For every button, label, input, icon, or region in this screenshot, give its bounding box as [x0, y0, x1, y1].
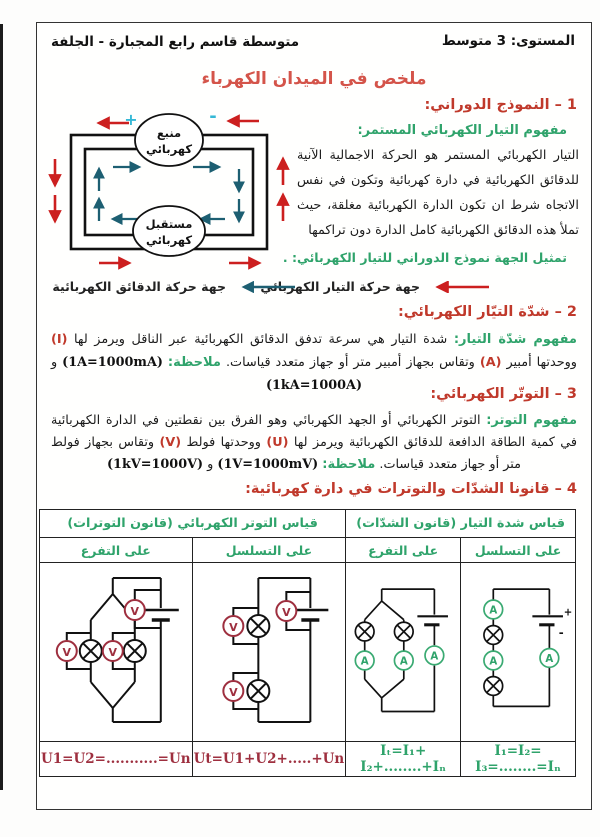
- section-3-heading: 3 – التوتّر الكهربائي:: [430, 386, 577, 402]
- plus-terminal-sign: +: [124, 110, 138, 129]
- voltmeter-icon: [103, 641, 123, 661]
- voltmeter-icon: [223, 681, 243, 701]
- current-symbol: (I): [51, 332, 68, 347]
- ammeter-icon: [540, 649, 559, 668]
- laws-table: [39, 509, 576, 777]
- section-4-heading: 4 – قانونا الشدّات والتوترات في دارة كهربائية:: [245, 481, 577, 497]
- lamp-icon: [247, 615, 269, 637]
- minus-terminal-sign: -: [209, 107, 217, 127]
- ammeter-icon: [395, 651, 414, 670]
- section-2-heading: 2 – شدّة التيّار الكهربائي:: [397, 304, 577, 320]
- section-2-note-label: ملاحظة:: [167, 355, 221, 370]
- voltmeter-icon: [125, 600, 145, 620]
- svg-text:A: A: [361, 656, 369, 668]
- wires: [365, 589, 435, 711]
- section-1-heading: 1 – النموذج الدوراني:: [424, 97, 577, 113]
- ammeter-icon: [425, 646, 444, 665]
- svg-text:A: A: [430, 651, 439, 663]
- cell-current-series: [461, 563, 576, 742]
- svg-text:V: V: [108, 646, 118, 659]
- section-1-representation-label: تمثيل الجهة نموذج الدوراني للتيار الكهربائي: .: [282, 250, 567, 265]
- section-2-note-eq2: (1kA=1000A): [265, 378, 363, 393]
- lamp-icon: [80, 640, 102, 662]
- svg-text:A: A: [489, 605, 498, 617]
- section-3-text-2: ووحدتها فولط: [186, 435, 261, 450]
- table-diagram-row: [40, 563, 576, 742]
- formula-voltage-parallel: U1=U2=...........=Un: [40, 742, 193, 777]
- sub-header-current-parallel: على التفرع: [346, 538, 461, 563]
- ammeter-icon: [356, 651, 375, 670]
- cell-current-parallel: [346, 563, 461, 742]
- receiver-label-bottom: كهربائي: [145, 233, 193, 247]
- svg-text:A: A: [545, 654, 554, 666]
- source-label-top: منبع: [156, 126, 182, 140]
- section-3-body: [51, 410, 577, 476]
- table-formula-row: [40, 742, 576, 777]
- svg-text:A: A: [400, 656, 408, 668]
- lamp-icon: [484, 677, 503, 696]
- svg-text:V: V: [130, 605, 140, 618]
- formula-current-series: I₁=I₂= I₃=........=Iₙ: [461, 742, 576, 777]
- table-group-header-row: [40, 510, 576, 538]
- lamp-icon: [247, 680, 269, 702]
- group-header-current: قياس شدة التيار (قانون الشدّات): [346, 510, 576, 538]
- svg-text:V: V: [228, 621, 238, 634]
- section-3-note-eq1: (1V=1000mV): [217, 457, 319, 472]
- sub-header-current-series: على التسلسل: [461, 538, 576, 563]
- section-3-text-3: وتقاس بجهاز فولط متر أو جهاز متعدد قياسات.: [51, 435, 521, 472]
- cell-voltage-series: [192, 563, 346, 742]
- svg-text:V: V: [281, 606, 291, 619]
- section-2-term: مفهوم شدّة التيار:: [453, 332, 577, 347]
- voltmeter-icon: [57, 641, 77, 661]
- section-2-text-3: وتقاس بجهاز أمبير متر أو جهاز متعدد قياسات.: [225, 355, 475, 370]
- lamp-icon: [124, 640, 146, 662]
- section-3-text-1: التوتر الكهربائي أو الجهد الكهربائي وهو الفرق بين نقطتين في الدارة الكهربائية في كمية الطاقة الدافعة للدقائق الكهربائية ويرمز لها: [51, 413, 577, 450]
- page-frame: [36, 22, 592, 810]
- svg-text:A: A: [489, 656, 498, 668]
- voltage-symbol: (U): [266, 435, 289, 450]
- ampere-symbol: (A): [479, 355, 502, 370]
- circuit-diagram-current-parallel: [346, 564, 460, 740]
- sub-header-voltage-series: على التسلسل: [192, 538, 346, 563]
- battery-icon: [533, 616, 564, 624]
- svg-text:V: V: [228, 686, 238, 699]
- ammeter-icon: [484, 600, 503, 619]
- receiver-label-top: مستقبل: [145, 217, 193, 231]
- section-1-body: التيار الكهربائي المستمر هو الحركة الاجمالية الآنية للدقائق الكهربائية في دارة كهربائية وتكون في نفس الاتجاه شرط ان تكون الدارة الكهربائية مغلقة، حيث تملأ هذه الدقائق الكهربائية كامل الدارة دون تراكمها: [297, 148, 579, 238]
- legend-particle-direction: [52, 279, 297, 294]
- voltmeter-icon: [223, 616, 243, 636]
- section-3-term: مفهوم التوتر:: [486, 413, 577, 428]
- ammeter-icon: [484, 651, 503, 670]
- red-left-arrow-icon: [429, 281, 491, 293]
- circuit-diagram-voltage-parallel: [40, 564, 192, 740]
- circular-model-diagram: [41, 107, 297, 277]
- section-2-note-conjunction: و: [51, 355, 58, 370]
- teal-left-arrow-icon: [235, 281, 297, 293]
- source-node: [135, 114, 203, 166]
- battery-icon: [145, 610, 179, 620]
- wires: [233, 578, 310, 722]
- school-label: متوسطة قاسم رابع المجبارة - الجلفة: [51, 34, 300, 50]
- sub-header-voltage-parallel: على التفرع: [40, 538, 193, 563]
- circuit-diagram-current-series: [461, 564, 575, 740]
- level-label: المستوى: 3 متوسط: [441, 33, 575, 49]
- legend-current-label: جهة حركة التيار الكهربائي: [260, 279, 420, 294]
- battery-minus-sign: -: [558, 625, 564, 640]
- lamp-icon: [484, 626, 503, 645]
- scan-edge-line: [0, 24, 3, 790]
- section-2-text-2: ووحدتها أمبير: [506, 355, 577, 370]
- section-2-note-eq1: (1A=1000mA): [62, 355, 163, 370]
- receiver-node: [133, 206, 205, 256]
- volt-symbol: (V): [159, 435, 182, 450]
- lamp-icon: [395, 622, 414, 641]
- battery-plus-sign: +: [563, 607, 573, 619]
- formula-current-parallel: Iₜ=I₁+ I₂+........+Iₙ: [346, 742, 461, 777]
- section-3-note-eq2: (1kV=1000V): [107, 457, 204, 472]
- section-3-note-label: ملاحظة:: [322, 457, 376, 472]
- section-1-term: مفهوم التيار الكهربائي المستمر:: [357, 123, 567, 138]
- table-sub-header-row: [40, 538, 576, 563]
- lamp-icon: [356, 622, 375, 641]
- page-title: ملخص في الميدان الكهرباء: [201, 69, 427, 89]
- svg-text:V: V: [62, 646, 72, 659]
- voltmeter-icon: [276, 601, 296, 621]
- battery-icon: [418, 616, 449, 624]
- circuit-diagram-voltage-series: [193, 564, 346, 740]
- section-3-note-conjunction: و: [207, 457, 214, 472]
- source-label-bottom: كهربائي: [145, 142, 193, 156]
- cell-voltage-parallel: [40, 563, 193, 742]
- section-2-text-1: شدة التيار هي سرعة تدفق الدقائق الكهربائية عبر الناقل ويرمز لها: [74, 332, 448, 347]
- legend-particles-label: جهة حركة الدقائق الكهربائية: [52, 279, 226, 294]
- battery-icon: [294, 610, 328, 620]
- group-header-voltage: قياس التوتر الكهربائي (قانون التوترات): [40, 510, 346, 538]
- formula-voltage-series: Ut=U1+U2+.....+Un: [192, 742, 346, 777]
